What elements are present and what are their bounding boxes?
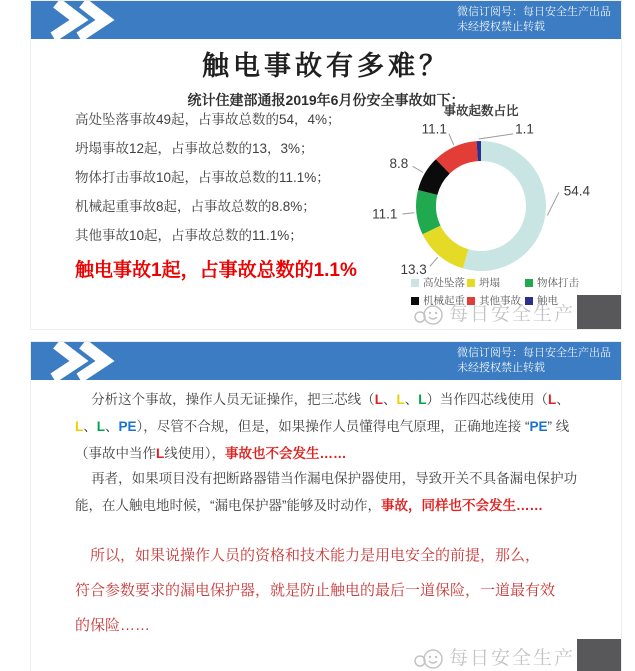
text-segment-body: 线使用）， (164, 446, 225, 461)
watermark-logo-icon (413, 303, 445, 327)
legend-label: 其他事故 (479, 295, 521, 307)
slide-1 (30, 0, 622, 330)
slice-label-3: 8.8 (389, 155, 409, 171)
legend-label: 机械起重 (423, 295, 465, 307)
accident-stats-list (75, 105, 341, 250)
conclusion-line: 符合参数要求的漏电保护器，就是防止触电的最后一道保险，一道最有效 (75, 582, 556, 599)
donut-slice-1 (422, 226, 468, 269)
text-segment-blue: PE (529, 419, 548, 434)
text-segment-yellow: L (75, 419, 84, 434)
analysis-paragraph-2 (75, 465, 585, 519)
wechat-account-line2: 未经授权禁止转载 (457, 21, 545, 33)
slice-label-1: 13.3 (400, 262, 427, 278)
text-segment-body: ），尽管不合规，但是，如果操作人员懂得电气原理，正确地连接 “ (136, 419, 530, 434)
legend-label: 高处坠落 (423, 277, 465, 289)
text-segment-green: L (96, 419, 105, 434)
watermark-square (577, 639, 622, 671)
text-segment-body: 、 (382, 392, 397, 407)
legend-item-1 (467, 275, 525, 290)
conclusion-line: 的保险…… (75, 617, 151, 634)
conclusion-paragraph (75, 538, 615, 643)
wechat-account-note (457, 5, 611, 35)
watermark-text: 每日安全生产 (448, 648, 575, 669)
stat-line: 坍塌事故12起，占事故总数的13，3%； (75, 141, 314, 156)
watermark-logo-icon (413, 647, 445, 671)
slice-label-4: 11.1 (421, 121, 447, 137)
watermark (413, 639, 622, 671)
text-segment-red: 事故也不会发生…… (225, 446, 347, 461)
electric-shock-highlight: 触电事故1起，占事故总数的1.1% (75, 260, 357, 281)
legend-item-2 (525, 275, 617, 290)
text-segment-yellow: L (396, 392, 405, 407)
stat-line: 机械起重事故8起，占事故总数的8.8%； (75, 199, 316, 214)
slide-2-header-bar (31, 342, 621, 380)
label-leader-line (413, 166, 423, 172)
conclusion-line: 所以，如果说操作人员的资格和技术能力是用电安全的前提，那么， (90, 547, 541, 564)
text-segment-red: L (156, 446, 165, 461)
watermark (413, 295, 622, 330)
page-title: 触电事故有多难？ (202, 51, 450, 81)
label-leader-line (449, 134, 454, 145)
analysis-paragraph-1 (75, 386, 585, 467)
label-leader-line (402, 213, 414, 214)
text-segment-body: 、 (83, 419, 97, 434)
stat-line: 其他事故10起，占事故总数的11.1%； (75, 228, 303, 243)
stat-line: 高处坠落事故49起，占事故总数的54，4%； (75, 112, 341, 127)
slide-2 (30, 341, 622, 671)
legend-swatch (525, 279, 533, 287)
text-segment-red: L (374, 392, 383, 407)
text-segment-red: 事故，同样也不会发生…… (381, 498, 543, 513)
slide-1-header-bar (31, 1, 621, 39)
slice-label-2: 11.1 (372, 206, 398, 222)
legend-item-0 (411, 275, 467, 290)
label-leader-line (430, 257, 438, 266)
text-segment-body: 、 (556, 392, 570, 407)
text-segment-body: 、 (404, 392, 419, 407)
wechat-account-note (457, 346, 611, 376)
slice-label-5: 1.1 (515, 121, 534, 137)
watermark-text: 每日安全生产 (448, 304, 575, 325)
text-segment-body: 分析这个事故，操作人员无证操作，把三芯线（ (91, 392, 375, 407)
text-segment-body: ）当作四芯线使用（ (426, 392, 548, 407)
double-chevron-icon (43, 342, 133, 380)
text-segment-body: 、 (105, 419, 119, 434)
accident-donut-chart (331, 97, 622, 282)
wechat-account-line1: 微信订阅号：每日安全生产出品 (457, 6, 611, 18)
page-subtitle: 统计住建部通报2019年6月份安全事故如下： (187, 92, 465, 108)
legend-swatch (411, 279, 419, 287)
slice-label-0: 54.4 (563, 183, 591, 199)
chart-title: 事故起数占比 (443, 104, 519, 118)
stat-line: 物体打击事故10起，占事故总数的11.1%； (75, 170, 330, 185)
legend-swatch (467, 279, 475, 287)
text-segment-body: ” 线（事故中当作 (75, 419, 570, 461)
legend-label: 坍塌 (479, 277, 500, 289)
legend-label: 触电 (537, 295, 558, 307)
label-leader-line (547, 192, 558, 215)
text-segment-red: L (547, 392, 557, 407)
text-segment-blue: PE (118, 419, 137, 434)
text-segment-green: L (418, 392, 427, 407)
text-segment-body: 再者，如果项目没有把断路器错当作漏电保护器使用，导致开关不具备漏电保护功能，在人触电地时候，“漏电保护器”能够及时动作， (75, 471, 578, 513)
watermark-square (577, 295, 622, 330)
legend-label: 物体打击 (537, 277, 579, 289)
double-chevron-icon (43, 1, 133, 39)
wechat-account-line1: 微信订阅号：每日安全生产出品 (457, 347, 611, 359)
label-leader-line (479, 134, 513, 139)
wechat-account-line2: 未经授权禁止转载 (457, 362, 545, 374)
